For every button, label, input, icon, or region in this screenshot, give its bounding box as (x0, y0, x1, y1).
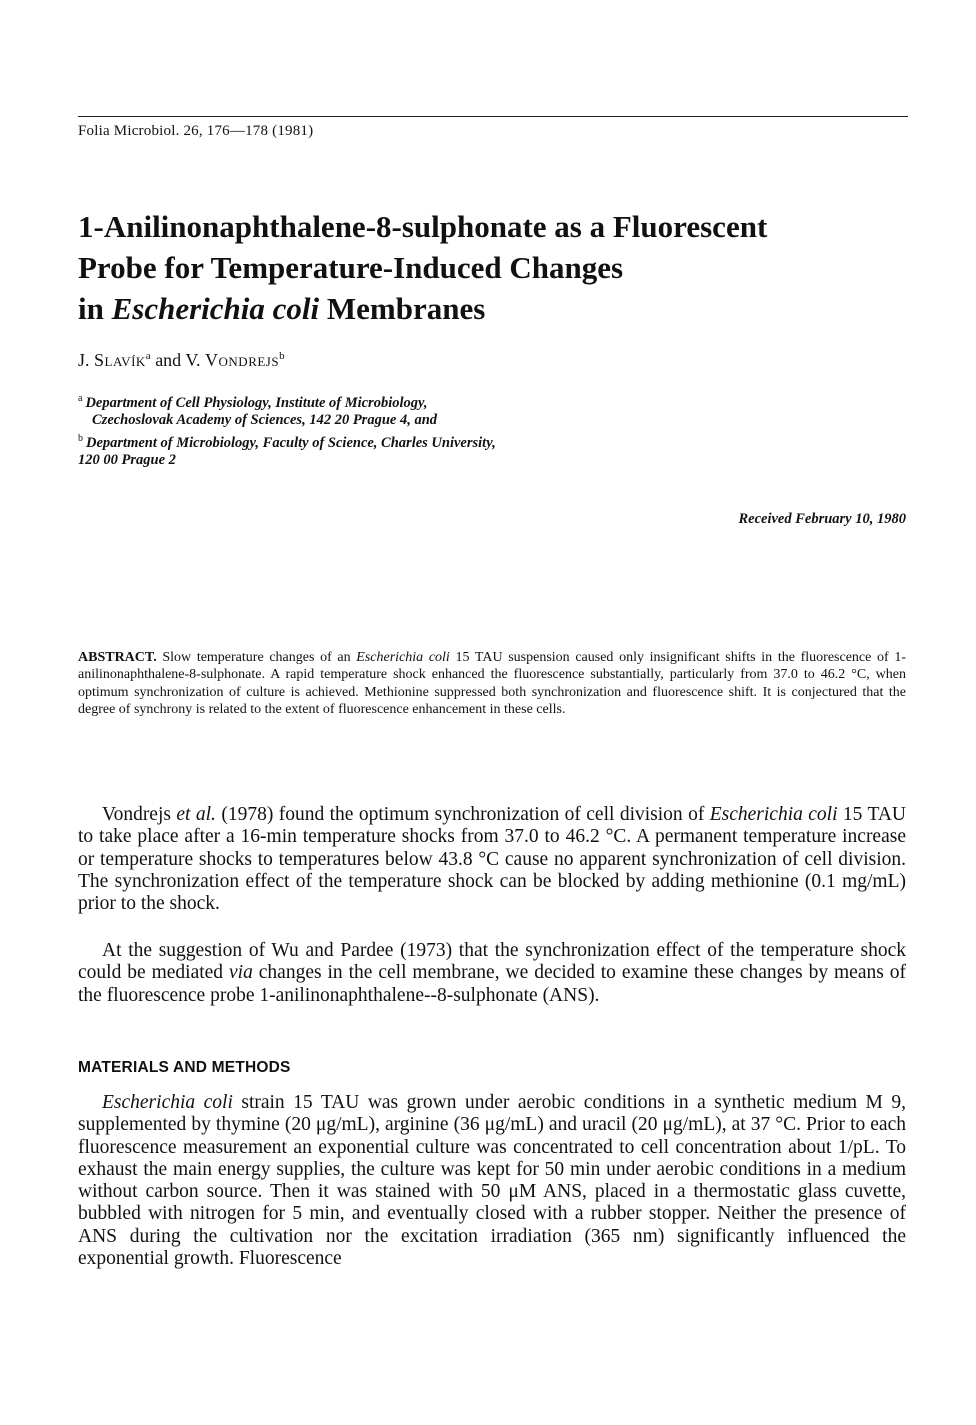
methods-text: strain 15 TAU was grown under aerobic conditions in a synthetic medium M 9, supplemented by thymine (20 μg/mL), arginine (36 μg/mL) and uracil (20 μg/mL), at 37 °C. Prior to each fluorescence measurement an exponential culture was concentrated to cell concentration about 1/pL. To exhaust the main energy supplies, the culture was kept for 50 min under aerobic conditions in a medium without carbon source. Then it was stained with 50 μM ANS, placed in a thermostatic glass cuvette, bubbled with nitrogen for 5 min, and eventually closed with a rubber stopper. Neither the presence of ANS during the cultivation nor the excitation irradiation (365 nm) significantly influenced the exponential growth. Fluorescence (78, 1092, 906, 1270)
intro-p1-organism: Escherichia coli (709, 804, 838, 825)
intro-p1-a: Vondrejs (102, 804, 177, 825)
affil-a-mark: a (78, 393, 83, 404)
affil-a-text-1: Department of Cell Physiology, Institute of Microbiology, (85, 394, 428, 411)
affiliation-b-line-1 (78, 430, 908, 452)
title-organism: Escherichia coli (111, 291, 320, 326)
abstract-text-1: Slow temperature changes of an (156, 650, 357, 665)
intro-p2-b: changes in the cell membrane, we decided to examine these changes by means of the fluorescence probe 1-anilinonaphthalene--8-sulphonate (ANS). (78, 962, 906, 1006)
title-line-2: Probe for Temperature-Induced Changes (78, 250, 624, 285)
journal-citation: Folia Microbiol. 26, 176—178 (1981) (78, 123, 314, 139)
author-line (78, 350, 285, 371)
affiliations (78, 390, 908, 470)
affil-b-mark: b (78, 433, 83, 445)
title-line-1: 1-Anilinonaphthalene-8-sulphonate as a Fluorescent (78, 209, 768, 244)
section-heading-methods: MATERIALS AND METHODS (78, 1059, 291, 1076)
author-2-name: Vondrejs (205, 350, 280, 370)
affiliation-a-line-1 (78, 390, 908, 412)
title-line-3-pre: in (78, 291, 112, 326)
intro-paragraph-2 (78, 940, 906, 1007)
author-1-initial: J. (78, 350, 95, 370)
intro-p2-via: via (229, 962, 253, 984)
abstract-organism: Escherichia coli (356, 650, 450, 665)
paper-title (78, 206, 908, 329)
affiliation-b-line-2: 120 00 Prague 2 (78, 452, 176, 469)
abstract (78, 649, 906, 719)
intro-p1-b: (1978) found the optimum synchronization of cell division of (215, 804, 710, 825)
received-date: Received February 10, 1980 (738, 511, 906, 527)
intro-p1-etal: et al. (176, 804, 216, 825)
title-line-3-post: Membranes (319, 291, 486, 326)
abstract-text-2: 15 TAU suspension caused only insignificant shifts in the fluorescence of 1-anilinonaphthalene-8-sulphonate. A rapid temperature shock enhanced the fluorescence substantially, particularly from 37.0 to 46.2 °C, when optimum synchronization of culture is achieved. Methionine suppressed both synchronization and fluorescence shift. It is conjectured that the degree of synchrony is related to the extent of fluorescence enhancement in these cells. (78, 650, 906, 718)
affil-b-text-1: Department of Microbiology, Faculty of Science, Charles University, (86, 434, 496, 451)
author-1-name: Slavík (94, 350, 146, 370)
methods-paragraph (78, 1092, 906, 1270)
intro-p1-c: 15 TAU to take place after a 16-min temperature shocks from 37.0 to 46.2 °C. A permanent temperature increase or temperature shocks to temperatures below 43.8 °C cause no apparent synchronization of cell division. The synchronization effect of the temperature shock can be blocked by adding methionine (0.1 mg/mL) prior to the shock. (78, 804, 907, 915)
abstract-label: ABSTRACT. (78, 650, 157, 665)
intro-p2-a: At the suggestion of Wu and Pardee (1973) that the synchronization effect of the temperature shock could be mediated (78, 940, 906, 984)
title-line-3 (78, 288, 908, 329)
author-and: and V. (150, 350, 206, 370)
header-rule (78, 116, 908, 117)
intro-paragraph-1 (78, 804, 906, 915)
methods-organism: Escherichia coli (102, 1092, 233, 1113)
author-1-affil-mark: a (145, 350, 151, 362)
author-2-affil-mark: b (279, 350, 285, 362)
affiliation-a-line-2: Czechoslovak Academy of Sciences, 142 20 Prague 4, and (92, 412, 438, 429)
